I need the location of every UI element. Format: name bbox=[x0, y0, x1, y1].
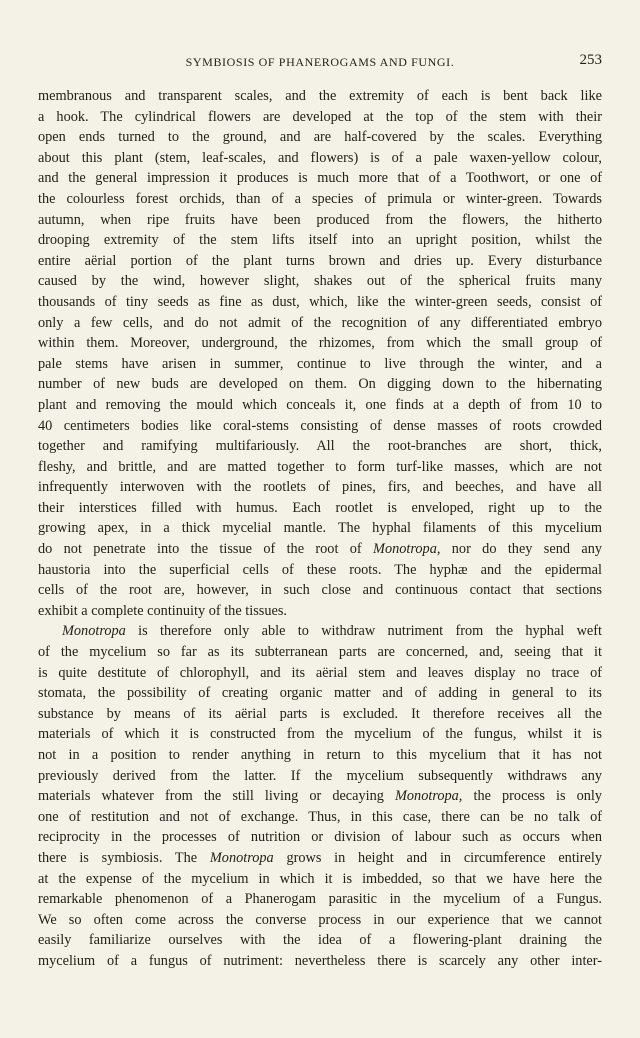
page-number: 253 bbox=[579, 52, 602, 68]
text-line bbox=[38, 621, 602, 642]
italic-term: Monotropa, bbox=[395, 788, 463, 805]
text-line: is quite destitute of chlorophyll, and its aërial stem and leaves display no trace of bbox=[38, 664, 602, 681]
text-line: haustoria into the superficial cells of these roots. The hyphæ and the epidermal bbox=[38, 561, 602, 578]
text-line: fleshy, and brittle, and are matted together to form turf-like masses, which are not bbox=[38, 458, 602, 475]
text-segment: is therefore only able to withdraw nutriment from the hyphal weft bbox=[125, 623, 602, 640]
text-line: entire aërial portion of the plant turns brown and dries up. Every disturbance bbox=[38, 252, 602, 269]
text-line: about this plant (stem, leaf-scales, and flowers) is of a pale waxen-yellow colour, bbox=[38, 149, 602, 166]
text-line: materials of which it is constructed from the mycelium of the fungus, whilst it is bbox=[38, 726, 602, 743]
text-line bbox=[38, 848, 602, 869]
text-line: infrequently interwoven with the rootlets of pines, firs, and beeches, and have all bbox=[38, 479, 602, 496]
text-segment: do not penetrate into the tissue of the root of bbox=[38, 541, 374, 558]
text-line bbox=[38, 786, 602, 807]
text-line: number of new buds are developed on them. On digging down to the hibernating bbox=[38, 376, 602, 393]
text-line: autumn, when ripe fruits have been produced from the flowers, the hitherto bbox=[38, 211, 602, 228]
text-segment: materials whatever from the still living or decaying bbox=[38, 788, 395, 805]
text-line: thousands of tiny seeds as fine as dust, which, like the winter-green seeds, consist of bbox=[38, 293, 602, 310]
text-segment: nor do they send any bbox=[440, 541, 602, 558]
text-line: only a few cells, and do not admit of the recognition of any differentiated embryo bbox=[38, 314, 602, 331]
italic-term: Monotropa, bbox=[373, 541, 441, 558]
text-line: of the mycelium so far as its subterranean parts are concerned, and, seeing that it bbox=[38, 644, 602, 661]
text-line: exhibit a complete continuity of the tissues. bbox=[38, 602, 287, 619]
text-segment: grows in height and in circumference entirely bbox=[273, 849, 602, 866]
text-line: mycelium of a fungus of nutriment: nevertheless there is scarcely any other inter- bbox=[38, 952, 602, 969]
text-line: remarkable phenomenon of a Phanerogam parasitic in the mycelium of a Fungus. bbox=[38, 891, 602, 908]
body-text bbox=[38, 86, 602, 972]
text-line: We so often come across the converse process in our experience that we cannot bbox=[38, 911, 602, 928]
paragraph-1 bbox=[38, 86, 602, 621]
text-line: at the expense of the mycelium in which it is imbedded, so that we have here the bbox=[38, 870, 602, 887]
italic-term: Monotropa bbox=[62, 623, 126, 640]
text-line: their interstices filled with humus. Each rootlet is enveloped, right up to the bbox=[38, 499, 602, 516]
text-segment: the process is only bbox=[462, 788, 602, 805]
text-line: a hook. The cylindrical flowers are developed at the top of the stem with their bbox=[38, 108, 602, 125]
text-line: within them. Moreover, underground, the rhizomes, from which the small group of bbox=[38, 335, 602, 352]
text-line: plant and removing the mould which conceals it, one finds at a depth of from 10 to bbox=[38, 396, 602, 413]
text-line: 40 centimeters bodies like coral-stems consisting of dense masses of roots crowded bbox=[38, 417, 602, 434]
paragraph-2 bbox=[38, 621, 602, 971]
text-line: substance by means of its aërial parts is excluded. It therefore receives all the bbox=[38, 705, 602, 722]
text-line: drooping extremity of the stem lifts itself into an upright position, whilst the bbox=[38, 232, 602, 249]
text-line: easily familiarize ourselves with the idea of a flowering-plant draining the bbox=[38, 932, 602, 949]
text-line: previously derived from the latter. If the mycelium subsequently withdraws any bbox=[38, 767, 602, 784]
text-line: the colourless forest orchids, than of a species of primula or winter-green. Towards bbox=[38, 190, 602, 207]
italic-term: Monotropa bbox=[209, 849, 274, 866]
text-line: and the general impression it produces is much more that of a Toothwort, or one of bbox=[38, 170, 602, 187]
text-line: caused by the wind, however slight, shakes out of the spherical fruits many bbox=[38, 273, 602, 290]
text-segment: there is symbiosis. The bbox=[38, 849, 210, 866]
text-line: growing apex, in a thick mycelial mantle. The hyphal filaments of this mycelium bbox=[38, 520, 602, 537]
text-line: not in a position to render anything in return to this mycelium that it has not bbox=[38, 747, 602, 763]
text-line bbox=[38, 539, 602, 560]
text-line: membranous and transparent scales, and the extremity of each is bent back like bbox=[38, 88, 602, 104]
text-line: reciprocity in the processes of nutrition or division of labour such as occurs when bbox=[38, 829, 602, 846]
text-line: pale stems have arisen in summer, continue to live through the winter, and a bbox=[38, 355, 602, 372]
text-line: stomata, the possibility of creating organic matter and of adding in general to its bbox=[38, 685, 602, 702]
text-line: one of restitution and not of exchange. Thus, in this case, there can be no talk of bbox=[38, 808, 602, 825]
text-line: together and ramifying multifariously. All the root-branches are short, thick, bbox=[38, 438, 602, 455]
text-line: open ends turned to the ground, and are half-covered by the scales. Everything bbox=[38, 129, 602, 146]
running-head bbox=[38, 52, 602, 72]
running-title: SYMBIOSIS OF PHANEROGAMS AND FUNGI. bbox=[185, 55, 455, 69]
text-line: cells of the root are, however, in such close and continuous contact that sections bbox=[38, 582, 602, 599]
